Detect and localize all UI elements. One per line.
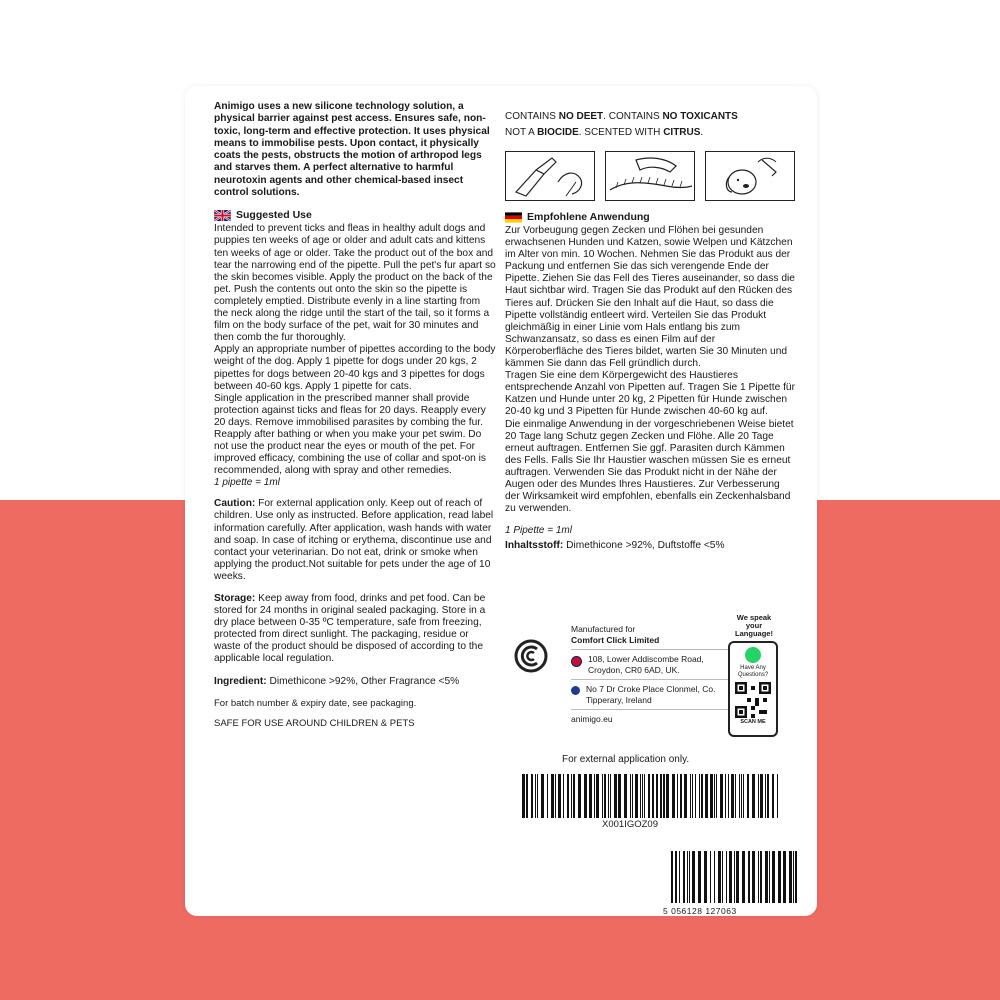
- barcode-bar: [777, 774, 778, 818]
- uk-mini-flag-icon: [571, 656, 582, 667]
- empfohlene-anwendung-label: Empfohlene Anwendung: [527, 211, 650, 223]
- barcode-bar: [714, 774, 715, 818]
- barcode-bar: [722, 851, 723, 903]
- barcode-bar: [644, 774, 645, 818]
- barcode-bar: [748, 851, 750, 903]
- barcode-bar: [736, 851, 739, 903]
- barcode-bar: [710, 851, 711, 903]
- barcode-bar: [793, 851, 794, 903]
- qr-code-icon[interactable]: [735, 682, 771, 718]
- barcode-bar: [741, 774, 742, 818]
- product-claims: CONTAINS NO DEET. CONTAINS NO TOXICANTS NOT A BIOCIDE. SCENTED WITH CITRUS.: [505, 111, 738, 138]
- tear-pipette-illustration: [505, 151, 595, 201]
- barcode-bar: [795, 851, 797, 903]
- barcode-bar: [778, 851, 781, 903]
- barcode-bar: [571, 774, 572, 818]
- qr-question: Have Any Questions?: [737, 665, 769, 678]
- barcode-bar: [760, 774, 763, 818]
- barcode-bar: [729, 851, 732, 903]
- barcode-bar: [663, 774, 665, 818]
- barcode-bar: [551, 774, 554, 818]
- barcode-bar: [687, 851, 688, 903]
- uk-address: 108, Lower Addiscombe Road, Croydon, CR0 6AD, UK.: [588, 654, 704, 675]
- application-illustrations: [505, 151, 795, 201]
- barcode-bar: [765, 851, 768, 903]
- suggested-use-body: [214, 223, 497, 477]
- barcode-bar: [683, 851, 685, 903]
- whatsapp-icon: [745, 647, 761, 663]
- amazon-barcode-number: X001IGOZ09: [602, 819, 658, 830]
- barcode-bar: [624, 774, 627, 818]
- barcode-bar: [692, 774, 693, 818]
- barcode-bar: [535, 774, 536, 818]
- barcode-bar: [648, 774, 650, 818]
- barcode-bar: [728, 774, 729, 818]
- barcode-bar: [630, 774, 631, 818]
- barcode-bar: [690, 774, 691, 818]
- barcode-bar: [541, 774, 544, 818]
- barcode-bar: [716, 774, 717, 818]
- barcode-bar: [610, 774, 611, 818]
- barcode-bar: [735, 774, 736, 818]
- qr-support: [728, 614, 780, 737]
- inhaltsstoff-text: Inhaltsstoff: Dimethicone >92%, Duftstoffe <5%: [505, 540, 725, 552]
- barcode-bar: [692, 851, 695, 903]
- phone-icon: [728, 641, 778, 737]
- manufactured-for: Manufactured for: [571, 624, 636, 634]
- barcode-bar: [531, 774, 533, 818]
- barcode-bar: [573, 774, 575, 818]
- barcode-bar: [701, 774, 703, 818]
- barcode-bar: [632, 774, 633, 818]
- barcode-bar: [675, 851, 677, 903]
- barcode-bar: [720, 774, 723, 818]
- barcode-bar: [684, 774, 687, 818]
- barcode-bar: [742, 851, 745, 903]
- barcode-bar: [526, 774, 528, 818]
- barcode-bar: [563, 774, 564, 818]
- barcode-bar: [584, 774, 587, 818]
- eu-address: No 7 Dr Croke Place Clonmel, Co. Tipperary, Ireland: [586, 684, 716, 705]
- barcode-bar: [725, 774, 726, 818]
- pipette-volume-de: 1 Pipette = 1ml: [505, 525, 572, 537]
- barcode-bar: [656, 774, 658, 818]
- barcode-bar: [522, 774, 525, 818]
- barcode-bar: [767, 774, 769, 818]
- barcode-bar: [602, 774, 603, 818]
- barcode-bar: [699, 774, 700, 818]
- barcode-bar: [760, 851, 762, 903]
- barcode-bar: [752, 851, 755, 903]
- amazon-barcode: [520, 774, 780, 818]
- en-paragraph: Apply an appropriate number of pipettes according to the body weight of the dog. Apply 1 pipette for dogs under 20 kgs, 2 pipettes for dogs between 20-40 kgs and 3 pipettes for dogs between 40-60 kgs. Apply 1 pipette for cats.: [214, 344, 496, 392]
- website-row: [571, 709, 731, 725]
- barcode-bar: [772, 774, 774, 818]
- empfohlene-anwendung-heading: [505, 211, 795, 223]
- barcode-bar: [537, 774, 538, 818]
- barcode-bar: [640, 774, 641, 818]
- barcode-bar: [758, 774, 759, 818]
- barcode-bar: [765, 774, 766, 818]
- barcode-bar: [677, 774, 678, 818]
- barcode-bar: [705, 774, 708, 818]
- en-paragraph: Single application in the prescribed manner shall provide protection against ticks and fleas for 20 days. Reapply every 20 days. Remove immobilised parasites by combing the fur. Reapply after bathing or when you make your pet swim. Do not use the product near the eyes or mouth of the pet. For improved efficacy, combining the use of collar and spot-on is recommended, along with spray and other remedies.: [214, 392, 486, 477]
- barcode-bar: [614, 774, 617, 818]
- manufacturer-text: [571, 624, 731, 725]
- barcode-bar: [642, 774, 643, 818]
- ean-barcode-number: 5 056128 127063: [663, 906, 737, 916]
- qr-language-label: We speak your Language!: [735, 613, 773, 638]
- barcode-bar: [555, 774, 556, 818]
- barcode-bar: [772, 851, 775, 903]
- barcode-bar: [679, 851, 680, 903]
- barcode-bar: [731, 774, 734, 818]
- barcode-bar: [594, 774, 595, 818]
- de-paragraph: Die einmalige Anwendung in der vorgeschriebenen Weise bietet 20 Tage lang Schutz gegen Zecken und Flöhe. Alle 20 Tage erneut auftragen. Entfernen Sie ggf. Parasiten durch Kämmen des Fells. Falls Sie Ihr Haustier waschen müssen Sie es erneut auftragen. Verwenden Sie das Produkt nicht in der Nähe der Augen oder des Mundes Ihres Haustieres. Zur Verbesserung der Wirksamkeit wird empfohlen, ebenfalls ein Zeckenhalsband zu verwenden.: [505, 418, 794, 515]
- barcode-bar: [714, 851, 715, 903]
- suggested-use-heading: [214, 209, 497, 221]
- batch-note: For batch number & expiry date, see packaging.: [214, 697, 417, 709]
- german-column: [505, 109, 795, 552]
- english-column: [214, 101, 497, 729]
- de-paragraph: Tragen Sie eine dem Körpergewicht des Haustieres entsprechende Anzahl von Pipetten auf. Tragen Sie 1 Pipette für Katzen und Hunde unter 20 kg, 2 Pipetten für Hunde zwischen 20-40 kg und 3 Pipetten für Hunde zwischen 40-60 kg auf.: [505, 370, 795, 418]
- barcode-bar: [689, 851, 690, 903]
- barcode-bar: [704, 851, 707, 903]
- ean-barcode: [669, 851, 799, 903]
- pipette-volume: 1 pipette = 1ml: [214, 477, 280, 489]
- barcode-bar: [672, 774, 675, 818]
- barcode-bar: [752, 774, 755, 818]
- apply-on-fur-illustration: [605, 151, 695, 201]
- barcode-bar: [635, 774, 638, 818]
- barcode-bar: [718, 851, 721, 903]
- barcode-bar: [671, 851, 673, 903]
- suggested-use-label: Suggested Use: [236, 209, 312, 222]
- barcode-bar: [618, 774, 621, 818]
- barcode-bar: [698, 851, 701, 903]
- eu-address-row: [571, 679, 731, 705]
- barcode-bar: [589, 774, 592, 818]
- de-paragraph: Zur Vorbeugung gegen Zecken und Flöhen bei gesunden erwachsenen Hunden und Katzen, sowie Welpen und Kätzchen im Alter von min. 10 Wochen. Nehmen Sie das Produkt aus der Packung und entfernen Sie das sich verengende Ende der Pipette. Ziehen Sie das Fell des Tieres auseinander, so dass die Haut sichtbar wird. Tragen Sie das Produkt auf den Rücken des Tieres auf. Drücken Sie den Inhalt auf die Haut, so dass die Pipette vollständig entleert wird. Verteilen Sie das Produkt gleichmäßig in einer Linie vom Hals entlang bis zum Schwanzansatz, so dass es einen Film auf der Körperoberfläche des Tieres bildet, warten Sie 30 Minuten und kämmen Sie dann das Fell gründlich durch.: [505, 225, 795, 370]
- barcode-bar: [604, 774, 606, 818]
- barcode-bar: [726, 851, 727, 903]
- intro-text: Animigo uses a new silicone technology solution, a physical barrier against pest access. Ensures safe, non-toxic, long-term and effective protection. It uses physical means to immobilise pests. Upon contact, it physically coats the pests, obstructs the motion of arthropod legs and starves them. A perfect alternative to harmful neurotoxin agents and other chemical-based insect control solutions.: [214, 101, 490, 199]
- german-flag-icon: [505, 212, 522, 223]
- uk-address-row: [571, 649, 731, 675]
- barcode-bar: [578, 774, 581, 818]
- caution-text: Caution: For external application only. Keep out of reach of children. Use only as instructed. Before application, read label information carefully. After application, wash hands with water and soap. In case of itching or erythema, discontinue use and contact your veterinarian. Do not eat, drink or smoke when applying the product.Not suitable for pets under the age of 10 weeks.: [214, 498, 494, 582]
- safe-note: SAFE FOR USE AROUND CHILDREN & PETS: [214, 717, 415, 729]
- barcode-bar: [758, 851, 759, 903]
- external-application-note: For external application only.: [562, 754, 690, 765]
- barcode-bar: [789, 851, 792, 903]
- dog-illustration: [705, 151, 795, 201]
- company-name: Comfort Click Limited: [571, 634, 660, 645]
- barcode-bar: [710, 774, 713, 818]
- uk-flag-icon: [214, 210, 231, 221]
- animigo-logo-icon: [513, 638, 549, 674]
- barcode-bar: [547, 774, 548, 818]
- storage-text: Storage: Keep away from food, drinks and pet food. Can be stored for 24 months in original sealed packaging. Store in a dry place between 0-35 ºC temperature, safe from freezing, protected from direct sunlight. The packaging, residue or waste of the product should be disposed of according to the applicable local regulation.: [214, 593, 486, 665]
- label-card: [185, 86, 817, 916]
- barcode-bar: [747, 774, 749, 818]
- ingredient-text: Ingredient: Dimethicone >92%, Other Fragrance <5%: [214, 675, 460, 687]
- barcode-bar: [739, 774, 740, 818]
- barcode-bar: [660, 774, 662, 818]
- scan-me-label: SCAN ME: [740, 719, 766, 725]
- eu-mini-flag-icon: [571, 686, 580, 695]
- barcode-bar: [558, 774, 561, 818]
- barcode-bar: [666, 774, 669, 818]
- barcode-bar: [783, 851, 786, 903]
- barcode-bar: [680, 774, 682, 818]
- website[interactable]: animigo.eu: [571, 714, 613, 724]
- barcode-bar: [652, 774, 654, 818]
- barcode-bar: [769, 851, 770, 903]
- barcode-bar: [567, 774, 569, 818]
- en-paragraph: Intended to prevent ticks and fleas in healthy adult dogs and puppies ten weeks of age or older and adult cats and kittens ten weeks of age or older. Take the product out of the box and tear the narrowing end of the pipette. Pull the pet's fur apart so the skin becomes visible. Apply the product on the back of the pet. Push the contents out onto the skin so the pipette is completely emptied. Distribute evenly in a line starting from the neck along the ridge until the start of the tail, so it forms a film on the body surface of the pet, wait for 30 minutes and then comb the fur thoroughly.: [214, 223, 496, 344]
- barcode-bar: [695, 774, 696, 818]
- barcode-bar: [734, 851, 735, 903]
- german-body: [505, 225, 795, 515]
- barcode-bar: [743, 774, 744, 818]
- barcode-bar: [608, 774, 609, 818]
- barcode-bar: [596, 774, 599, 818]
